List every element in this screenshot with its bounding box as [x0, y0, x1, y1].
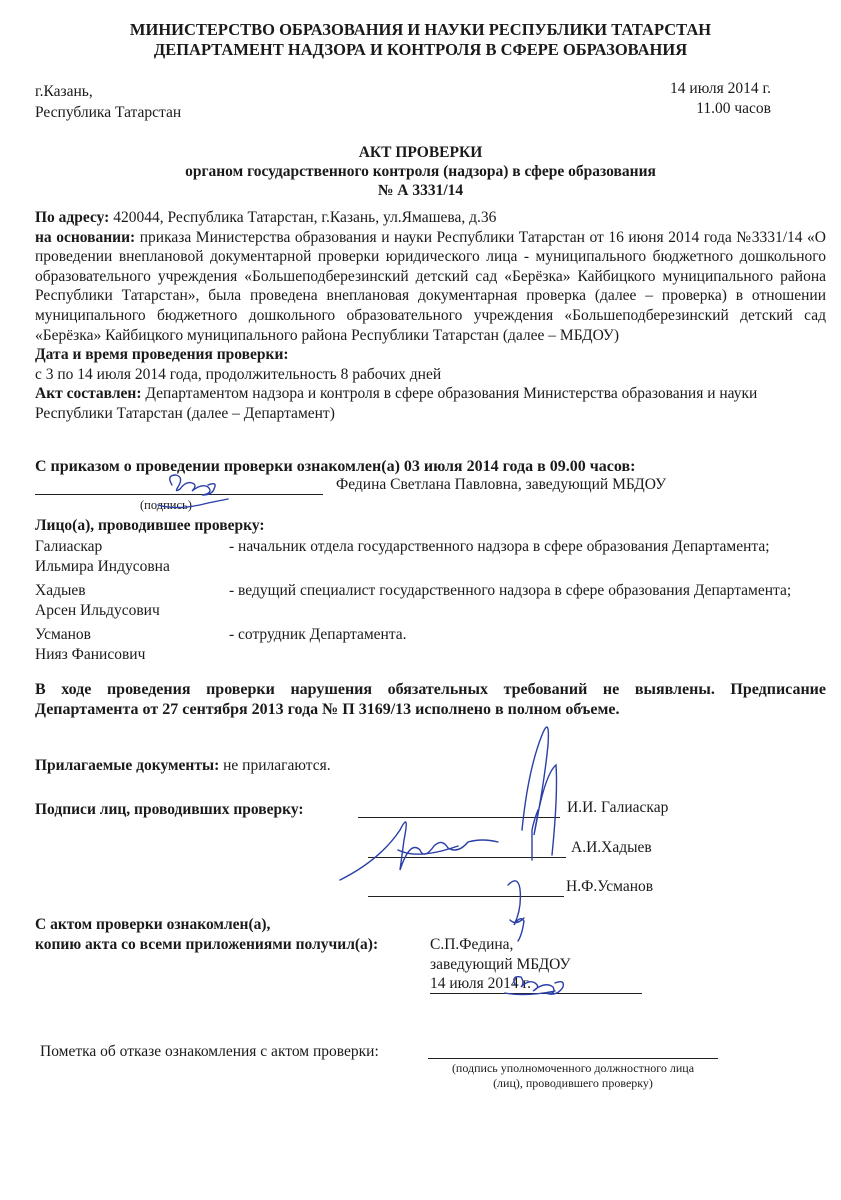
- received-label-2: копию акта со всеми приложениями получил(а):: [35, 936, 379, 953]
- inspector-row: [35, 581, 826, 620]
- document-header: [0, 20, 841, 60]
- signatures-label: Подписи лиц, проводивших проверку:: [35, 801, 304, 818]
- receiver-name: С.П.Федина,: [430, 936, 514, 953]
- act-body: [35, 208, 826, 424]
- inspector-surname: Хадыев: [35, 582, 86, 599]
- inspector-role: - ведущий специалист государственного надзора в сфере образования Департамента;: [229, 582, 792, 599]
- inspector-role: - сотрудник Департамента.: [229, 626, 407, 643]
- inspector-name: Арсен Ильдусович: [35, 601, 160, 619]
- address-line: По адресу: 420044, Республика Татарстан, г.Казань, ул.Ямашева, д.36: [35, 209, 497, 226]
- title-sub: органом государственного контроля (надзора) в сфере образования: [185, 163, 656, 180]
- received-label-1: С актом проверки ознакомлен(а),: [35, 916, 271, 933]
- receiver-date: 14 июля 2014 г.: [430, 975, 531, 992]
- signature-line: [430, 993, 642, 994]
- signer-name: А.И.Хадыев: [571, 839, 652, 856]
- signature-line: [35, 494, 323, 495]
- inspection-result: В ходе проведения проверки нарушения обязательных требований не выявлены. Предписание Департамента от 27 сентября 2013 года № П 3169/13 исполнено в полном объеме.: [35, 681, 826, 718]
- signature-line: [358, 817, 560, 818]
- ministry-name: МИНИСТЕРСТВО ОБРАЗОВАНИЯ И НАУКИ РЕСПУБЛИКИ ТАТАРСТАН: [129, 20, 712, 39]
- signature-usmanov: [508, 881, 524, 941]
- act-title: [0, 143, 841, 200]
- inspector-role: - начальник отдела государственного надзора в сфере образования Департамента;: [229, 538, 770, 555]
- title-main: АКТ ПРОВЕРКИ: [358, 144, 483, 161]
- signature-line: [368, 896, 564, 897]
- basis-paragraph: на основании: приказа Министерства образования и науки Республики Татарстан от 16 июня 2014 года №3331/14 «О проведении внеплановой документарной проверки юридического лица - муниципального бюджетного дошкольного образовательного учреждения «Большеподберезинский детский сад «Берёзка» Кайбицкого муниципального района Республики Татарстан», была проведена внеплановая документарная проверка (далее – проверка) в отношении муниципального бюджетного дошкольного образовательного учреждения «Большеподберезинский детский сад «Берёзка» Кайбицкого муниципального района Республики Татарстан (далее – МБДОУ): [35, 228, 826, 344]
- signer-name: Н.Ф.Усманов: [566, 878, 654, 895]
- time: 11.00 часов: [696, 100, 771, 117]
- period-label: Дата и время проведения проверки:: [35, 346, 289, 364]
- inspector-row: [35, 537, 826, 576]
- inspectors-list: [35, 537, 826, 664]
- signature-galiaskar: [522, 727, 557, 860]
- inspector-name: Нияз Фанисович: [35, 645, 146, 663]
- signer-name: И.И. Галиаскар: [567, 799, 669, 816]
- refusal-caption: (подпись уполномоченного должностного лица (лиц), проводившего проверку): [451, 1061, 695, 1090]
- act-number: № А 3331/14: [377, 182, 464, 199]
- region: Республика Татарстан: [35, 104, 182, 121]
- receiver-position: заведующий МБДОУ: [430, 955, 571, 973]
- acquainted-person: Федина Светлана Павловна, заведующий МБДОУ: [336, 476, 667, 493]
- department-name: ДЕПАРТАМЕНТ НАДЗОРА И КОНТРОЛЯ В СФЕРЕ ОБРАЗОВАНИЯ: [153, 40, 688, 59]
- attachments: Прилагаемые документы: не прилагаются.: [35, 757, 331, 774]
- received-by: [430, 935, 570, 994]
- acquainted-label: С приказом о проведении проверки ознакомлен(а) 03 июля 2014 года в 09.00 часов:: [35, 458, 636, 475]
- inspector-surname: Усманов: [35, 626, 91, 643]
- city: г.Казань,: [35, 83, 93, 100]
- inspector-name: Ильмира Индусовна: [35, 557, 170, 575]
- inspector-surname: Галиаскар: [35, 538, 103, 555]
- place: [35, 81, 181, 123]
- composed-paragraph: Акт составлен: Департаментом надзора и контроля в сфере образования Министерства образования и науки Республики Татарстан (далее – Департамент): [35, 385, 758, 422]
- date: 14 июля 2014 г.: [670, 80, 771, 97]
- received-labels: [35, 915, 378, 955]
- signature-khadyev: [340, 822, 498, 880]
- datetime: [670, 79, 771, 119]
- inspector-row: [35, 625, 826, 664]
- refusal-label: Пометка об отказе ознакомления с актом проверки:: [40, 1043, 379, 1060]
- signature-line: [368, 857, 566, 858]
- signature-line: [428, 1058, 718, 1059]
- inspectors-label: Лицо(а), проводившее проверку:: [35, 517, 265, 534]
- signature-caption: (подпись): [140, 498, 192, 512]
- period-value: с 3 по 14 июля 2014 года, продолжительность 8 рабочих дней: [35, 365, 442, 383]
